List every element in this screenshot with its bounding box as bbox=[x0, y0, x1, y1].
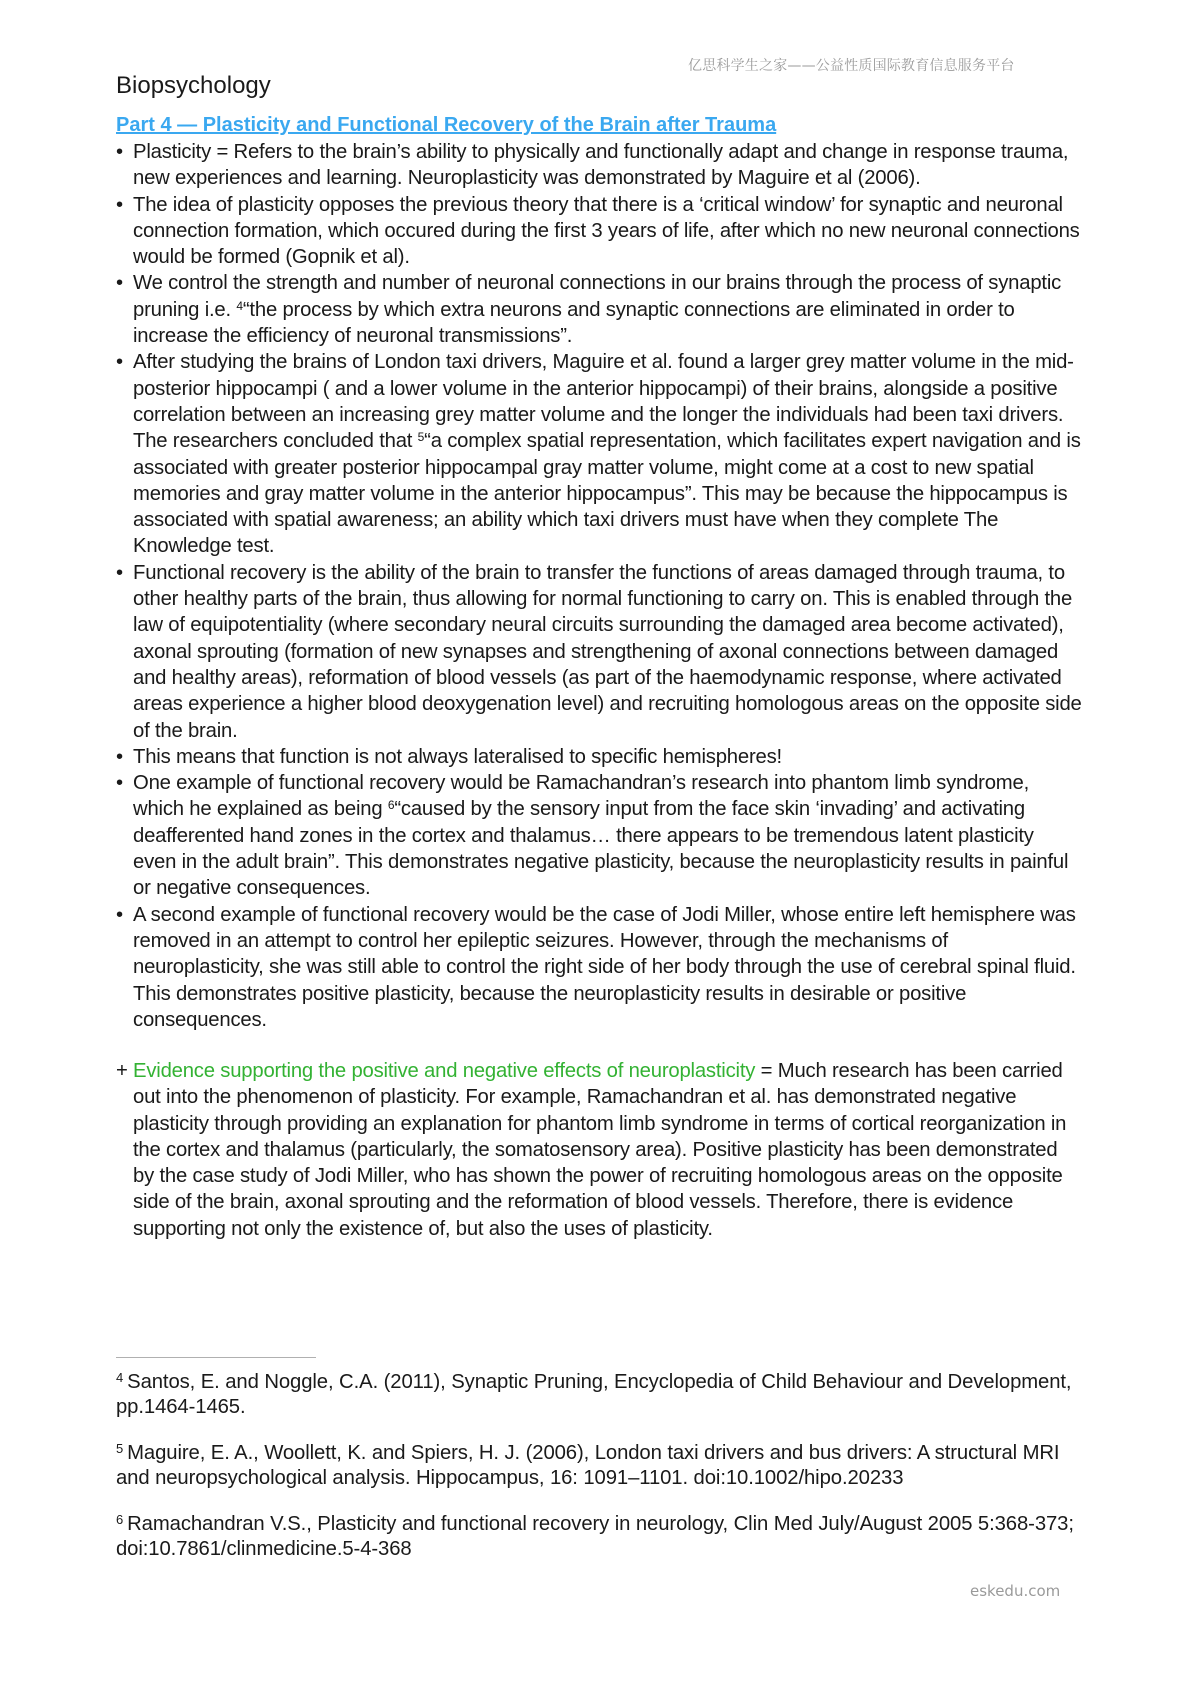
evidence-heading: Evidence supporting the positive and negative effects of neuroplasticity bbox=[133, 1060, 756, 1082]
evidence-text: = Much research has been carried out into the phenomenon of plasticity. For example, Ramachandran et al. has demonstrated negative plasticity through providing an explanation for phantom limb syndrome in terms of cortical reorganization in the cortex and thalamus (particularly, the somatosensory area). Positive plasticity has been demonstrated by the case study of Jodi Miller, who has shown the power of recruiting homologous areas on the opposite side of the brain, axonal sprouting and the reformation of blood vessels. Therefore, there is evidence supporting not only the existence of, but also the uses of plasticity. bbox=[133, 1060, 1067, 1240]
footnote-divider bbox=[116, 1357, 316, 1358]
footnote-number: 6 bbox=[116, 1512, 124, 1527]
footnote-number: 5 bbox=[116, 1441, 124, 1456]
footnote-text: Ramachandran V.S., Plasticity and functional recovery in neurology, Clin Med July/August 2005 5:368-373; doi:10.7861/clinmedicine.5-4-368 bbox=[116, 1513, 1074, 1560]
bullet-text: After studying the brains of London taxi drivers, Maguire et al. found a larger grey matter volume in the mid-posterior hippocampi ( and a lower volume in the anterior hippocampi) of their brains, alongside a positive correlation between an increasing grey matter volume and the longer the individuals had been taxi drivers. The researchers concluded that bbox=[133, 351, 1074, 453]
footnote-4 bbox=[116, 1370, 1082, 1420]
bullet-marker: • bbox=[116, 772, 123, 795]
bullet-quote: “the process by which extra neurons and synaptic connections are eliminated in order to increase the efficiency of neuronal transmissions”. bbox=[133, 298, 1015, 348]
footnote-reference[interactable]: 5 bbox=[417, 430, 425, 445]
bullet-marker: • bbox=[116, 141, 123, 163]
watermark-header: 亿思科学生之家——公益性质国际教育信息服务平台 bbox=[688, 58, 1015, 74]
bullet-item-functional-recovery bbox=[116, 560, 1082, 744]
bullet-marker: • bbox=[116, 351, 123, 374]
bullet-item-critical-window bbox=[116, 192, 1082, 271]
bullet-text: A second example of functional recovery would be the case of Jodi Miller, whose entire left hemisphere was removed in an attempt to control her epileptic seizures. However, through the mechanisms of neuroplasticity, she was still able to control the right side of her body through the use of cerebral spinal fluid. This demonstrates positive plasticity, because the neuroplasticity results in desirable or positive consequences. bbox=[133, 903, 1076, 1031]
bullet-item-maguire bbox=[116, 349, 1082, 559]
bullet-text: One example of functional recovery would be Ramachandran’s research into phantom limb syndrome, which he explained as being bbox=[133, 772, 1030, 821]
section-heading: Part 4 — Plasticity and Functional Recovery of the Brain after Trauma bbox=[116, 114, 777, 136]
footnote-text: Santos, E. and Noggle, C.A. (2011), Synaptic Pruning, Encyclopedia of Child Behaviour and Development, pp.1464-1465. bbox=[116, 1371, 1072, 1418]
evidence-paragraph bbox=[116, 1058, 1082, 1242]
bullet-marker: • bbox=[116, 272, 123, 295]
bullet-item-synaptic-pruning bbox=[116, 270, 1082, 349]
plus-marker: + bbox=[116, 1060, 128, 1082]
bullet-text: Plasticity = Refers to the brain’s ability to physically and functionally adapt and change in response trauma, new experiences and learning. Neuroplasticity was demonstrated by Maguire et al (2006). bbox=[133, 141, 1069, 190]
bullet-marker: • bbox=[116, 193, 123, 216]
footnote-number: 4 bbox=[116, 1370, 124, 1385]
footnotes bbox=[116, 1370, 1082, 1583]
bullet-text: This means that function is not always lateralised to specific hemispheres! bbox=[133, 745, 782, 768]
footnote-6 bbox=[116, 1512, 1082, 1562]
footnote-5 bbox=[116, 1441, 1082, 1491]
bullet-marker: • bbox=[116, 903, 123, 926]
bullet-item-ramachandran bbox=[116, 770, 1082, 901]
footnote-reference[interactable]: 4 bbox=[236, 298, 243, 313]
bullet-text: Functional recovery is the ability of the brain to transfer the functions of areas damaged through trauma, to other healthy parts of the brain, thus allowing for normal functioning to carry on. This is enabled through the law of equipotentiality (where secondary neural circuits surrounding the damaged area become activated), axonal sprouting (formation of new synapses and strengthening of axonal connections between damaged and healthy areas), reformation of blood vessels (as part of the haemodynamic response, where activated areas experience a higher blood deoxygenation level) and recruiting homologous areas on the opposite side of the brain. bbox=[133, 561, 1082, 742]
watermark-footer: eskedu.com bbox=[970, 1582, 1061, 1600]
bullet-quote: “caused by the sensory input from the face skin ‘invading’ and activating deafferented hand zones in the cortex and thalamus… there appears to be tremendous latent plasticity even in the adult brain”. This demonstrates negative plasticity, because the neuroplasticity results in painful or negative consequences. bbox=[133, 798, 1069, 900]
bullet-marker: • bbox=[116, 745, 123, 768]
footnote-reference[interactable]: 6 bbox=[387, 798, 395, 813]
bullet-text: The idea of plasticity opposes the previous theory that there is a ‘critical window’ for synaptic and neuronal connection formation, which occured during the first 3 years of life, after which no new neuronal connections would be formed (Gopnik et al). bbox=[133, 193, 1080, 269]
bullet-item-jodi-miller bbox=[116, 902, 1082, 1033]
bullet-text: We control the strength and number of neuronal connections in our brains through the process of synaptic pruning i.e. bbox=[133, 272, 1062, 321]
footnote-text: Maguire, E. A., Woollett, K. and Spiers, H. J. (2006), London taxi drivers and bus drivers: A structural MRI and neuropsychological analysis. Hippocampus, 16: 1091–1101. doi:10.1002/hipo.20233 bbox=[116, 1442, 1060, 1489]
bullet-item-lateralisation bbox=[116, 744, 1082, 770]
document-title: Biopsychology bbox=[116, 72, 271, 99]
bullet-marker: • bbox=[116, 561, 123, 584]
bullet-item-plasticity bbox=[116, 139, 1082, 192]
bullet-list bbox=[116, 139, 1082, 1033]
bullet-quote: “a complex spatial representation, which facilitates expert navigation and is associated with greater posterior hippocampal gray matter volume, might come at a cost to new spatial memories and gray matter volume in the anterior hippocampus”. This may be because the hippocampus is associated with spatial awareness; an ability which taxi drivers must have when they complete The Knowledge test. bbox=[133, 430, 1081, 558]
